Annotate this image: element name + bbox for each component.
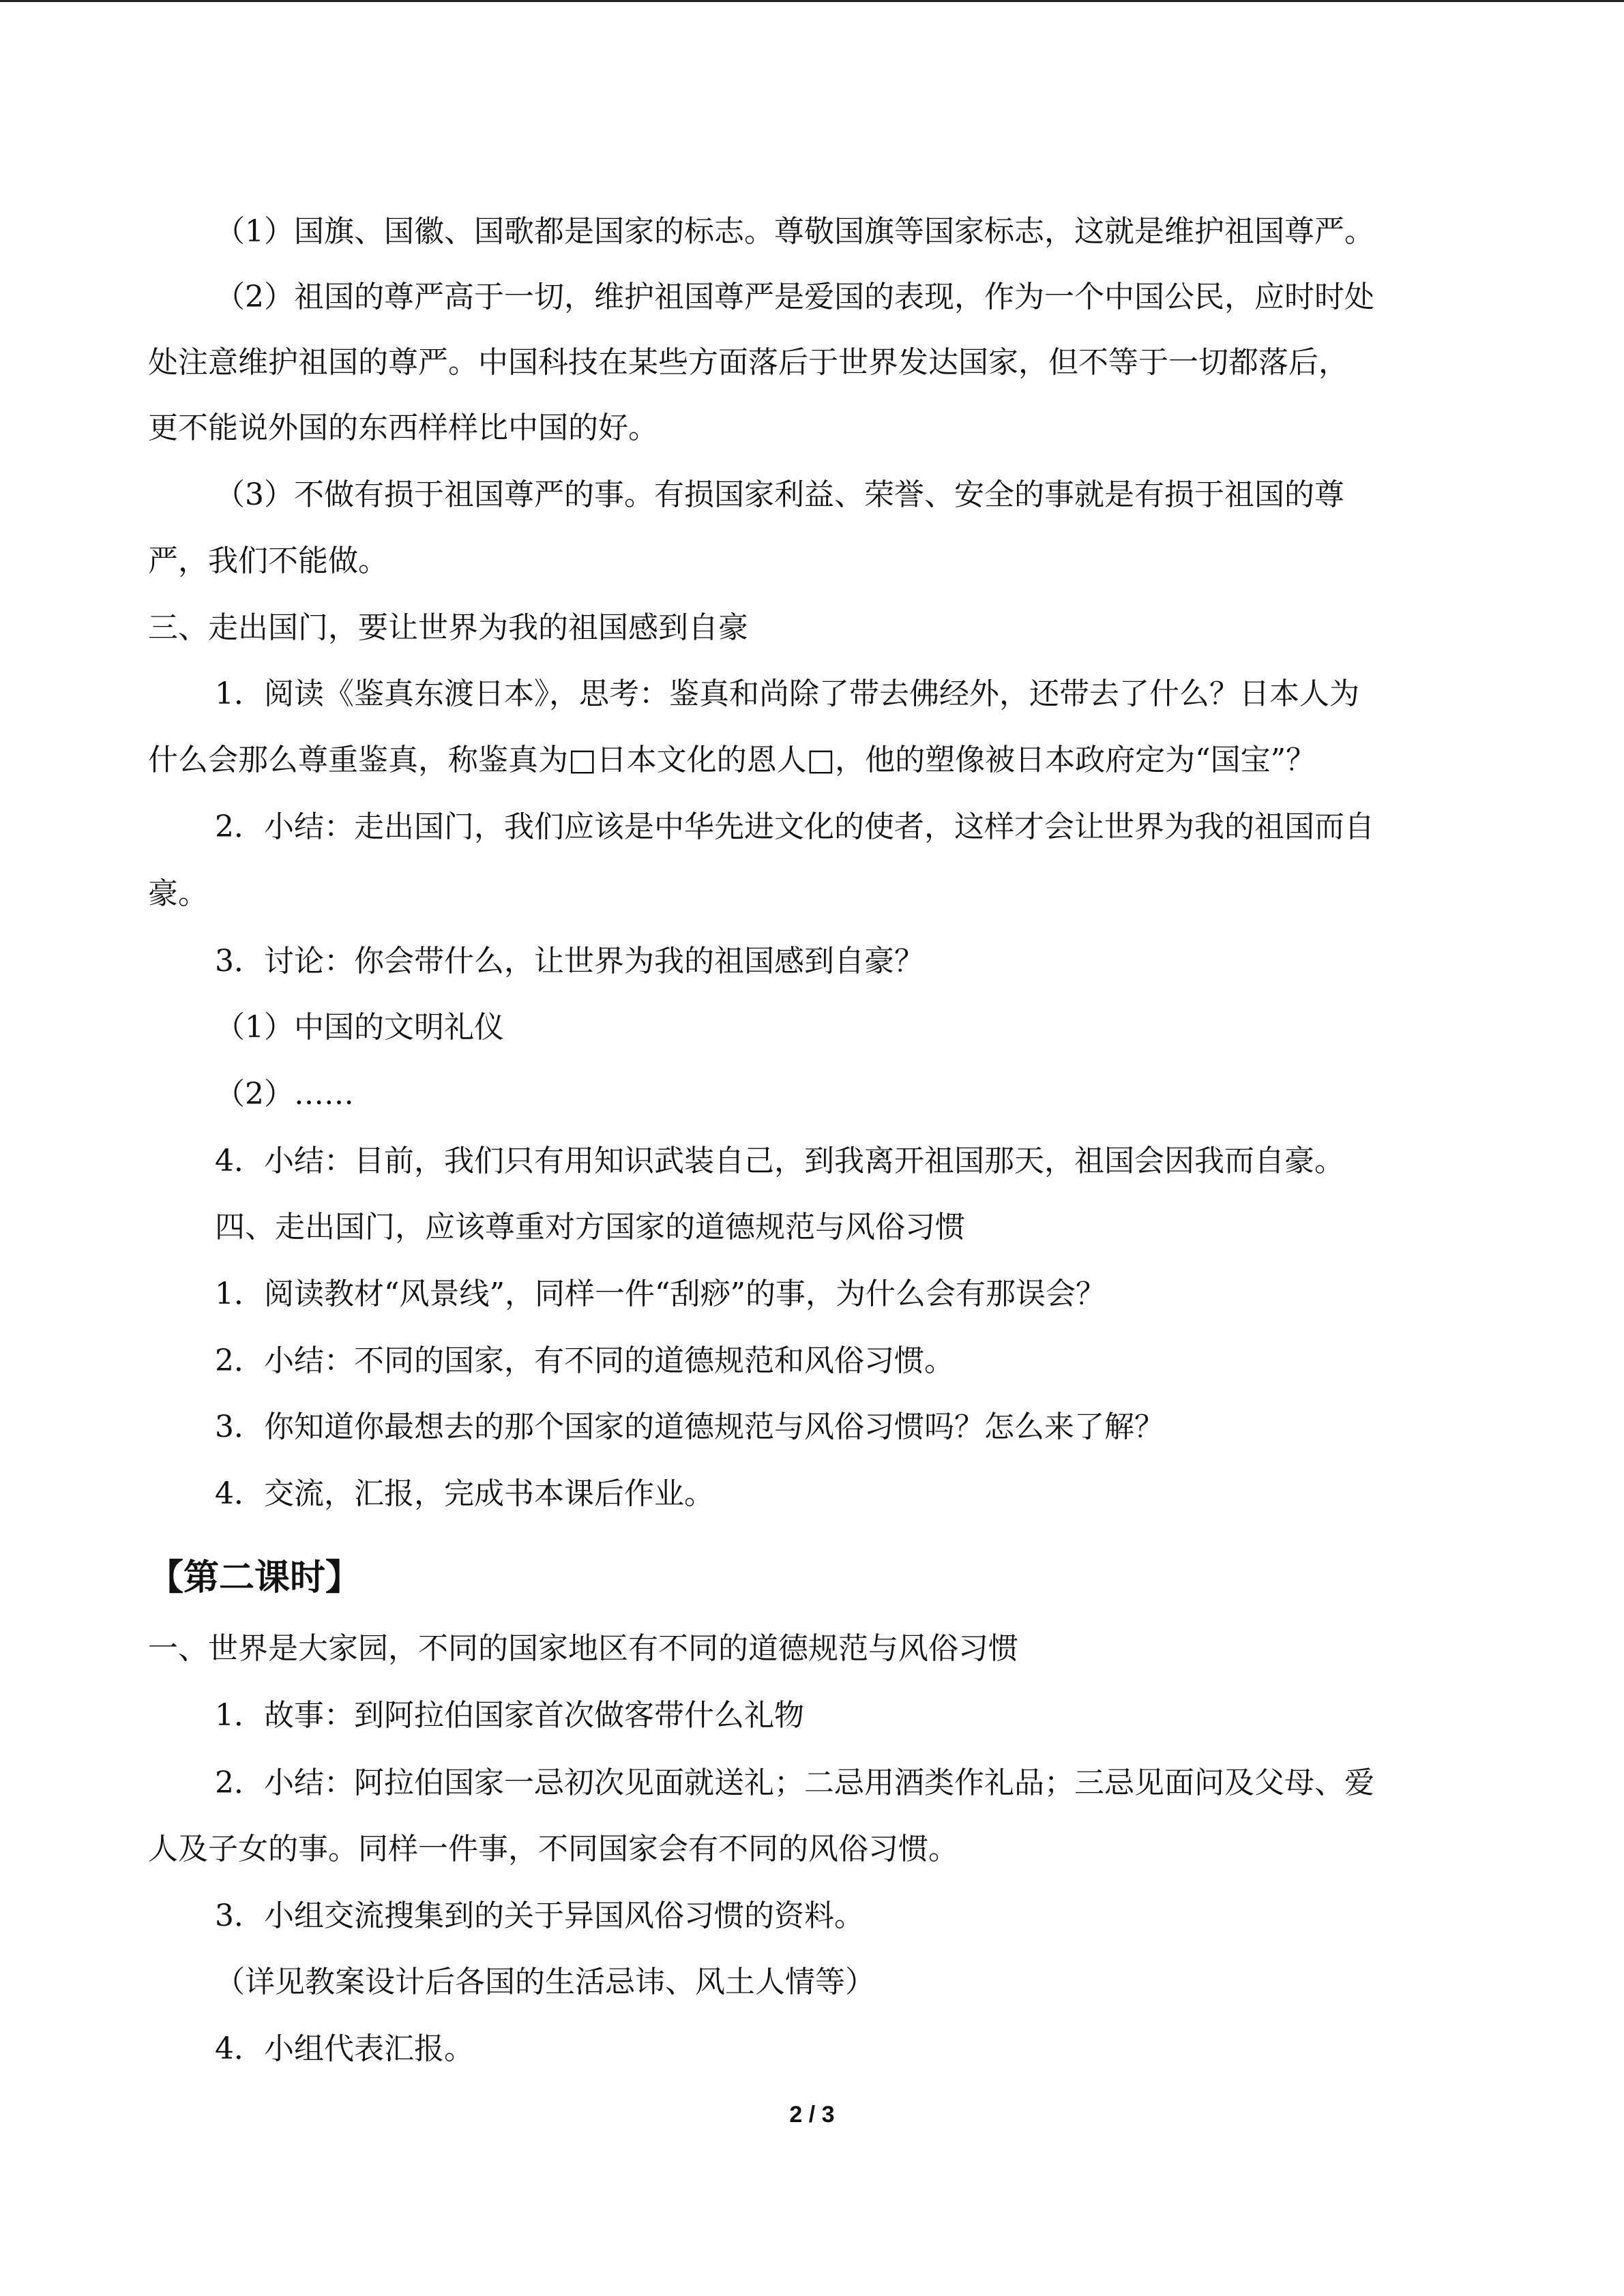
paragraph-line: 4．小组代表汇报。 (215, 2031, 474, 2066)
paragraph-line: 3．小组交流搜集到的关于异国风俗习惯的资料。 (215, 1898, 864, 1933)
paragraph-line: 豪。 (148, 876, 208, 911)
paragraph-line: 2．小结：走出国门，我们应该是中华先进文化的使者，这样才会让世界为我的祖国而自 (215, 809, 1374, 844)
paragraph-line: 2．小结：不同的国家，有不同的道德规范和风俗习惯。 (215, 1343, 954, 1378)
paragraph-line: （1）中国的文明礼仪 (215, 1010, 504, 1045)
paragraph-line: （2）祖国的尊严高于一切，维护祖国尊严是爱国的表现，作为一个中国公民，应时时处 (215, 280, 1374, 314)
paragraph-line: 3．你知道你最想去的那个国家的道德规范与风俗习惯吗？怎么来了解？ (215, 1410, 1164, 1444)
paragraph-line: 2．小结：阿拉伯国家一忌初次见面就送礼；二忌用酒类作礼品；三忌见面问及父母、爱 (215, 1765, 1374, 1800)
paragraph-line: 人及子女的事。同样一件事，不同国家会有不同的风俗习惯。 (148, 1832, 958, 1866)
paragraph-line: 1．阅读教材“风景线”，同样一件“刮痧”的事，为什么会有那误会？ (215, 1277, 1106, 1311)
paragraph-line: 严，我们不能做。 (148, 543, 388, 578)
paragraph-line: 处注意维护祖国的尊严。中国科技在某些方面落后于世界发达国家，但不等于一切都落后， (148, 345, 1348, 380)
page-number: 2 / 3 (789, 2102, 835, 2128)
paragraph-line: （详见教案设计后各国的生活忌讳、风土人情等） (215, 1965, 875, 1999)
section-title: 三、走出国门，要让世界为我的祖国感到自豪 (148, 610, 748, 645)
paragraph-line: 4．交流，汇报，完成书本课后作业。 (215, 1476, 714, 1511)
paragraph-line: （3）不做有损于祖国尊严的事。有损国家利益、荣誉、安全的事就是有损于祖国的尊 (215, 477, 1344, 512)
lesson-heading: 【第二课时】 (148, 1557, 361, 1598)
top-border (0, 0, 1624, 2)
paragraph-line: 更不能说外国的东西样样比中国的好。 (148, 411, 658, 445)
paragraph-line: 什么会那么尊重鉴真，称鉴真为□日本文化的恩人□，他的塑像被日本政府定为“国宝”？ (148, 743, 1316, 777)
paragraph-line: 4．小结：目前，我们只有用知识武装自己，到我离开祖国那天，祖国会因我而自豪。 (215, 1144, 1344, 1178)
paragraph-line: 1．故事：到阿拉伯国家首次做客带什么礼物 (215, 1698, 804, 1733)
paragraph-line: 1．阅读《鉴真东渡日本》，思考：鉴真和尚除了带去佛经外，还带去了什么？日本人为 (215, 676, 1359, 711)
paragraph-line: （2）…… (215, 1077, 354, 1112)
section-title: 四、走出国门，应该尊重对方国家的道德规范与风俗习惯 (215, 1210, 965, 1244)
section-title: 一、世界是大家园，不同的国家地区有不同的道德规范与风俗习惯 (148, 1631, 1018, 1666)
paragraph-line: （1）国旗、国徽、国歌都是国家的标志。尊敬国旗等国家标志，这就是维护祖国尊严。 (215, 214, 1374, 249)
paragraph-line: 3．讨论：你会带什么，让世界为我的祖国感到自豪？ (215, 944, 924, 979)
